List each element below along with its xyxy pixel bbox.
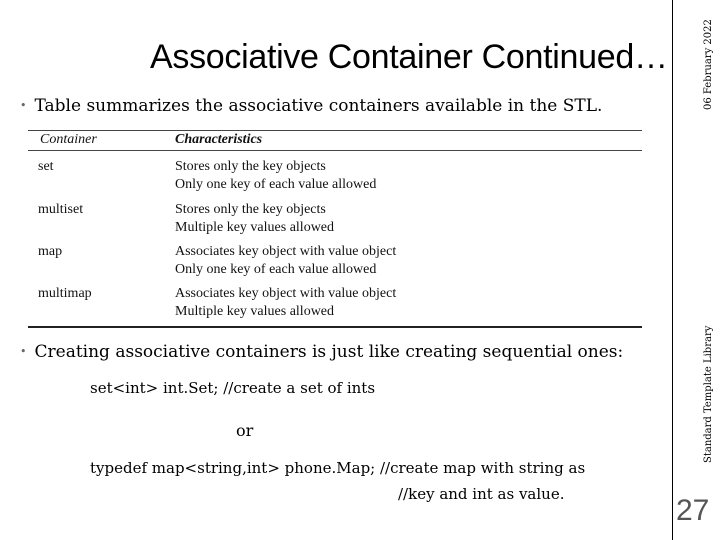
table-cell-characteristic: Multiple key values allowed (175, 220, 335, 235)
table-cell-container: set (38, 159, 54, 174)
bullet-dot-icon: • (20, 345, 27, 358)
slide-title: Associative Container Continued… (150, 38, 668, 76)
table-cell-characteristic: Stores only the key objects (175, 202, 326, 217)
table-header-rule (28, 150, 642, 151)
table-cell-container: multiset (38, 202, 84, 217)
slide-topic: Standard Template Library (703, 325, 714, 463)
bullet-dot-icon: • (20, 99, 27, 112)
table-cell-characteristic: Multiple key values allowed (175, 304, 335, 319)
slide-date: 06 February 2022 (703, 19, 714, 110)
header-characteristics: Characteristics (175, 132, 263, 147)
table-cell-container: multimap (38, 286, 92, 301)
code-line-comment: //key and int as value. (398, 485, 565, 503)
table-cell-characteristic: Associates key object with value object (175, 286, 397, 301)
bullet-text: Creating associative containers is just like creating sequential ones: (34, 342, 624, 362)
table-cell-characteristic: Only one key of each value allowed (175, 177, 377, 192)
code-line-typedef: typedef map<string,int> phone.Map; //create map with string as (90, 459, 586, 477)
table-top-rule (28, 130, 642, 131)
associative-containers-table (28, 128, 642, 328)
page-number: 27 (676, 494, 710, 527)
code-line-set: set<int> int.Set; //create a set of ints (90, 379, 376, 397)
bullet-table-summary (20, 96, 602, 116)
table-cell-container: map (38, 244, 63, 259)
table-cell-characteristic: Only one key of each value allowed (175, 262, 377, 277)
table-bottom-rule (28, 326, 642, 328)
table-cell-characteristic: Associates key object with value object (175, 244, 397, 259)
code-or: or (236, 421, 254, 440)
header-container: Container (40, 132, 97, 147)
bullet-creating-containers (20, 342, 623, 362)
bullet-text: Table summarizes the associative containers available in the STL. (34, 96, 603, 116)
table-cell-characteristic: Stores only the key objects (175, 159, 326, 174)
side-divider (672, 0, 673, 540)
